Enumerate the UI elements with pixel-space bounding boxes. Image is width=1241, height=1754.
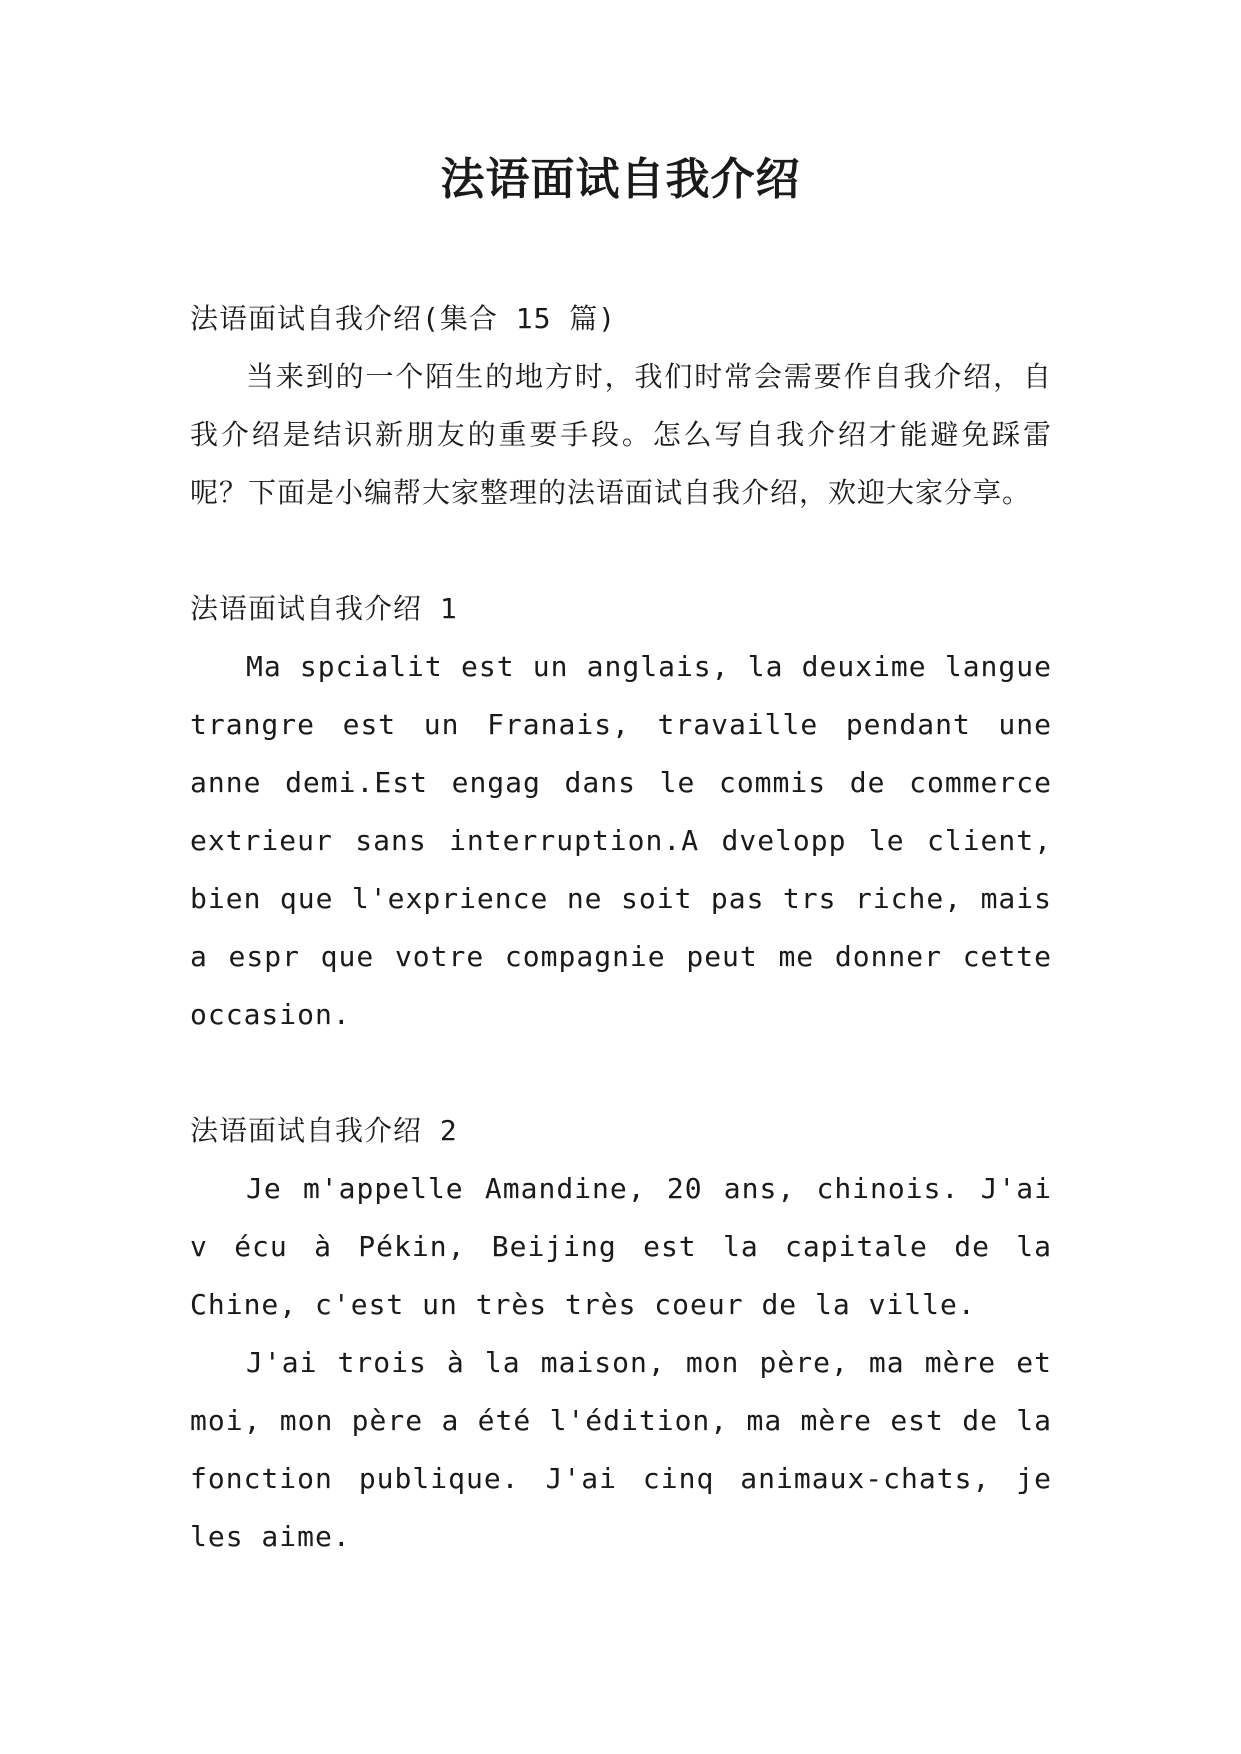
section-spacer: [190, 1044, 1052, 1102]
document-title: 法语面试自我介绍: [440, 154, 801, 205]
section-2-paragraph-1: Je m'appelle Amandine, 20 ans, chinois. J'ai v écu à Pékin, Beijing est la capitale de la Chine, c'est un très très coeur de la ville.: [190, 1172, 1052, 1321]
section-spacer: [190, 522, 1052, 580]
section-2-paragraph-2: J'ai trois à la maison, mon père, ma mère et moi, mon père a été l'édition, ma mère est de la fonction publique. J'ai cinq animaux-chats, je les aime.: [190, 1346, 1052, 1553]
intro-paragraph: 当来到的一个陌生的地方时，我们时常会需要作自我介绍，自我介绍是结识新朋友的重要手段。怎么写自我介绍才能避免踩雷呢？下面是小编帮大家整理的法语面试自我介绍，欢迎大家分享。: [190, 360, 1052, 509]
document-body: [190, 290, 1052, 1566]
document-subtitle: 法语面试自我介绍(集合 15 篇): [190, 302, 617, 335]
section-heading-1: 法语面试自我介绍 1: [190, 592, 458, 625]
section-heading-2: 法语面试自我介绍 2: [190, 1114, 458, 1147]
section-1-paragraph-1: Ma spcialit est un anglais, la deuxime langue trangre est un Franais, travaille pendant une anne demi.Est engag dans le commis de commerce extrieur sans interruption.A dvelopp le client, bien que l'exprience ne soit pas trs riche, mais a espr que votre compagnie peut me donner cette occasion.: [190, 650, 1052, 1031]
